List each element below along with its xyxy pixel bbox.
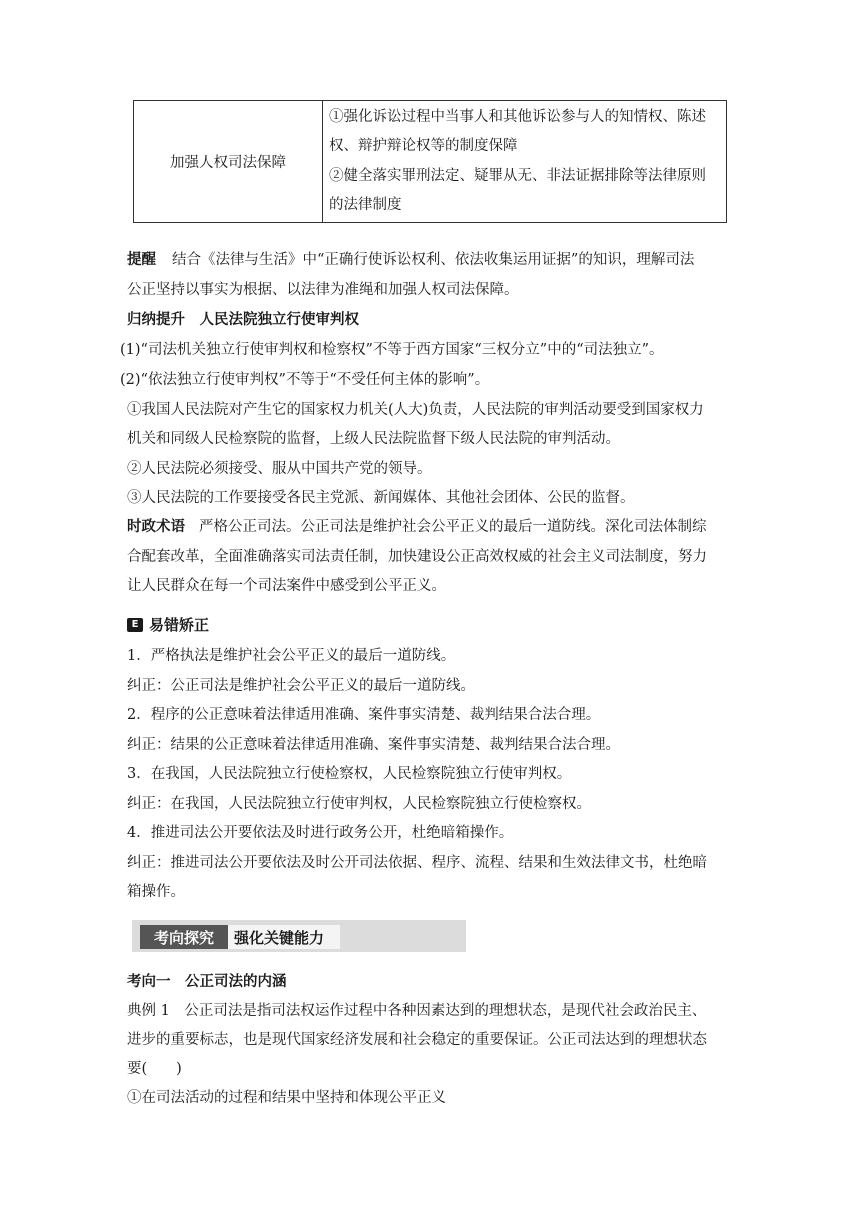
error-line: 2．程序的公正意味着法律适用准确、案件事实清楚、裁判结果合法合理。 — [127, 707, 601, 723]
summary-line: ①我国人民法院对产生它的国家权力机关(人大)负责，人民法院的审判活动要受到国家权力 — [127, 402, 704, 418]
correction-line: 纠正：在我国，人民法院独立行使审判权，人民检察院独立行使检察权。 — [127, 796, 591, 812]
politics-line: 时政术语 严格公正司法。公正司法是维护社会公平正义的最后一道防线。深化司法体制综 — [127, 518, 707, 535]
option-line: ①在司法活动的过程和结果中坚持和体现公平正义 — [127, 1090, 446, 1106]
summary-line: 机关和同级人民检察院的监督，上级人民法院监督下级人民法院的审判活动。 — [127, 431, 620, 447]
tip-line: 公正坚持以事实为根据、以法律为准绳和加强人权司法保障。 — [127, 282, 519, 298]
tip-label: 提醒 — [127, 251, 156, 268]
summary-line: (1)“司法机关独立行使审判权和检察权”不等于西方国家“三权分立”中的“司法独立”。 — [120, 342, 664, 358]
example-line: 要( ) — [127, 1061, 182, 1077]
correction-line: 纠正：公正司法是维护社会公平正义的最后一道防线。 — [127, 678, 475, 694]
summary-line: (2)“依法独立行使审判权”不等于“不受任何主体的影响”。 — [120, 372, 490, 388]
example-line: 典例 1 公正司法是指司法权运作过程中各种因素达到的理想状态，是现代社会政治民主、 — [127, 1003, 707, 1019]
politics-line: 让人民群众在每一个司法案件中感受到公平正义。 — [127, 578, 446, 594]
table-right-cell — [323, 101, 727, 223]
error-correction-icon: E — [127, 618, 143, 632]
summary-heading: 归纳提升 人民法院独立行使审判权 — [127, 311, 359, 328]
error-line: 4．推进司法公开要依法及时进行政务公开，杜绝暗箱操作。 — [127, 825, 514, 841]
correction-line: 纠正：结果的公正意味着法律适用准确、案件事实清楚、裁判结果合法合理。 — [127, 737, 620, 753]
error-line: 1．严格执法是维护社会公平正义的最后一道防线。 — [127, 648, 456, 664]
table-line: 的法律制度 — [329, 197, 402, 213]
error-line: 3．在我国，人民法院独立行使检察权，人民检察院独立行使审判权。 — [127, 766, 572, 782]
politics-line: 合配套改革，全面准确落实司法责任制，加快建设公正高效权威的社会主义司法制度，努力 — [127, 549, 707, 565]
table-left-cell: 加强人权司法保障 — [134, 101, 323, 223]
summary-line: ③人民法院的工作要接受各民主党派、新闻媒体、其他社会团体、公民的监督。 — [127, 490, 635, 506]
direction-heading: 考向一 公正司法的内涵 — [127, 973, 287, 990]
banner-title: 考向探究 — [140, 925, 228, 949]
politics-label: 时政术语 — [127, 518, 185, 535]
section-banner — [132, 920, 466, 952]
summary-line: ②人民法院必须接受、服从中国共产党的领导。 — [127, 461, 432, 477]
correction-line: 箱操作。 — [127, 884, 185, 900]
banner-subtitle: 强化关键能力 — [228, 925, 340, 949]
table-line: 权、辩护辩论权等的制度保障 — [329, 138, 518, 154]
errors-heading: E 易错矫正 — [127, 614, 209, 635]
correction-line: 纠正：推进司法公开要依法及时公开司法依据、程序、流程、结果和生效法律文书，杜绝暗 — [127, 855, 707, 871]
table-line: ①强化诉讼过程中当事人和其他诉讼参与人的知情权、陈述 — [329, 108, 706, 125]
rights-protection-table — [133, 100, 727, 223]
example-line: 进步的重要标志，也是现代国家经济发展和社会稳定的重要保证。公正司法达到的理想状态 — [127, 1032, 707, 1048]
tip-line: 提醒 结合《法律与生活》中“正确行使诉讼权利、依法收集运用证据”的知识，理解司法 — [127, 251, 695, 268]
table-line: ②健全落实罪刑法定、疑罪从无、非法证据排除等法律原则 — [329, 167, 706, 184]
